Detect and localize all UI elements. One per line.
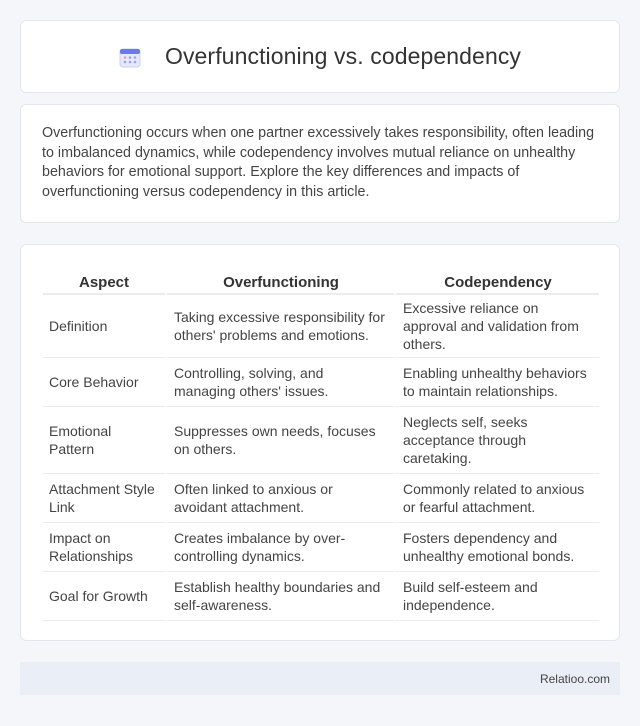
header-codependency: Codependency — [394, 265, 599, 295]
comparison-table — [43, 265, 599, 621]
row-aspect: Emotional Pattern — [43, 407, 165, 474]
intro-card — [20, 104, 620, 223]
row-aspect: Definition — [43, 295, 165, 358]
table-row — [43, 572, 599, 621]
row-aspect: Impact on Relationships — [43, 523, 165, 572]
row-overfunctioning: Controlling, solving, and managing others' issues. — [165, 358, 394, 407]
row-aspect: Attachment Style Link — [43, 474, 165, 523]
table-card — [20, 244, 620, 641]
header-overfunctioning: Overfunctioning — [165, 265, 394, 295]
header-aspect: Aspect — [43, 265, 165, 295]
row-overfunctioning: Suppresses own needs, focuses on others. — [165, 407, 394, 474]
row-codependency: Excessive reliance on approval and validation from others. — [394, 295, 599, 358]
row-codependency: Enabling unhealthy behaviors to maintain relationships. — [394, 358, 599, 407]
row-overfunctioning: Taking excessive responsibility for others' problems and emotions. — [165, 295, 394, 358]
row-overfunctioning: Often linked to anxious or avoidant attachment. — [165, 474, 394, 523]
table-row — [43, 358, 599, 407]
table-row — [43, 523, 599, 572]
row-aspect: Core Behavior — [43, 358, 165, 407]
title-card — [20, 20, 620, 93]
row-codependency: Fosters dependency and unhealthy emotional bonds. — [394, 523, 599, 572]
row-codependency: Commonly related to anxious or fearful attachment. — [394, 474, 599, 523]
table-row — [43, 407, 599, 474]
row-overfunctioning: Establish healthy boundaries and self-awareness. — [165, 572, 394, 621]
table-row — [43, 295, 599, 358]
footer-brand: Relatioo.com — [539, 671, 610, 686]
row-codependency: Build self-esteem and independence. — [394, 572, 599, 621]
row-overfunctioning: Creates imbalance by over-controlling dynamics. — [165, 523, 394, 572]
row-codependency: Neglects self, seeks acceptance through caretaking. — [394, 407, 599, 474]
calendar-icon — [119, 46, 141, 68]
table-header-row — [43, 265, 599, 295]
intro-text: Overfunctioning occurs when one partner excessively takes responsibility, often leading to imbalanced dynamics, while codependency involves mutual reliance on unhealthy behaviors for emotional support. Explore the key differences and impacts of overfunctioning versus codependency in this article. — [42, 125, 595, 200]
page-title: Overfunctioning vs. codependency — [164, 43, 522, 69]
table-row — [43, 474, 599, 523]
footer — [20, 662, 620, 695]
row-aspect: Goal for Growth — [43, 572, 165, 621]
